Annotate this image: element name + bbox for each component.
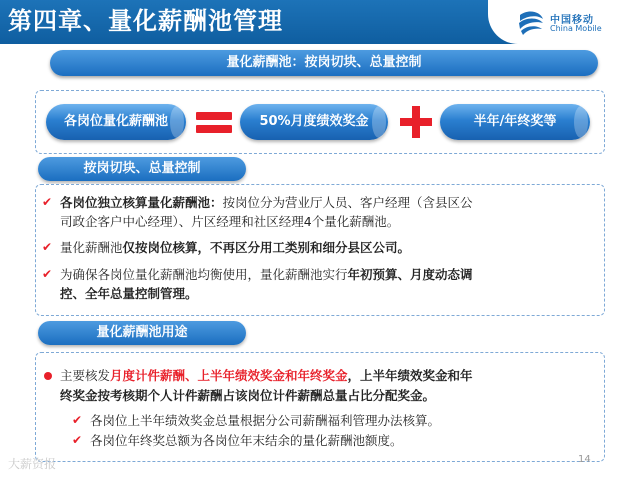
list-item-continuation: 司政企客户中心经理）、片区经理和社区经理4个量化薪酬池。: [60, 214, 400, 229]
list-item-continuation: 终奖金按考核期个人计件薪酬占该岗位计件薪酬总量占比分配奖金。: [60, 388, 436, 403]
check-icon: ✔: [42, 267, 53, 281]
logo-text-cn: 中国移动: [550, 15, 594, 26]
list-item-continuation: 控、全年总量控制管理。: [60, 286, 198, 301]
item-lead: 各岗位独立核算量化薪酬池：: [60, 195, 223, 210]
subtitle-banner: 量化薪酬池：按岗切块、总量控制: [50, 50, 598, 76]
section-tab-allocation: 按岗切块、总量控制: [38, 157, 246, 181]
formula-term-monthly-bonus: 50%月度绩效奖金: [240, 104, 388, 140]
list-item: [60, 265, 473, 284]
list-item: [60, 193, 473, 212]
item-text: 量化薪酬池: [60, 240, 123, 255]
sub-list-item: 各岗位上半年绩效奖金总量根据分公司薪酬福利管理办法核算。: [90, 413, 441, 428]
check-icon: ✔: [72, 413, 83, 427]
sub-list-item: 各岗位年终奖总额为各岗位年末结余的量化薪酬池额度。: [90, 433, 403, 448]
item-highlight: 月度计件薪酬、上半年绩效奖金和年终奖金: [110, 368, 348, 383]
watermark: 大薪资报: [8, 457, 57, 471]
formula-term-pool: 各岗位量化薪酬池: [46, 104, 186, 140]
item-emphasis: 年初预算、月度动态调: [347, 267, 473, 282]
item-emphasis: ，上半年绩效奖金和年: [347, 368, 473, 383]
check-icon: ✔: [42, 240, 53, 254]
bullet-dot-icon: [44, 372, 52, 380]
plus-icon: [400, 106, 432, 138]
page-title: 第四章、量化薪酬池管理: [8, 7, 283, 35]
item-text: 按岗位分为营业厅人员、客户经理（含县区公: [222, 195, 473, 210]
formula-term-annual-bonus: 半年/年终奖等: [440, 104, 590, 140]
section-tab-usage: 量化薪酬池用途: [38, 321, 246, 345]
page-number: 14: [578, 454, 591, 465]
item-emphasis: 仅按岗位核算，不再区分用工类别和细分县区公司。: [122, 240, 411, 255]
item-text: 为确保各岗位量化薪酬池均衡使用，量化薪酬池实行: [60, 267, 348, 282]
check-icon: ✔: [72, 433, 83, 447]
item-text: 主要核发: [60, 368, 111, 383]
china-mobile-logo-icon: [516, 9, 546, 37]
china-mobile-logo: [516, 9, 628, 37]
equals-icon: [196, 112, 232, 134]
list-item: [60, 366, 473, 385]
check-icon: ✔: [42, 195, 53, 209]
logo-text-en: China Mobile: [550, 24, 602, 33]
list-item: [60, 238, 410, 257]
